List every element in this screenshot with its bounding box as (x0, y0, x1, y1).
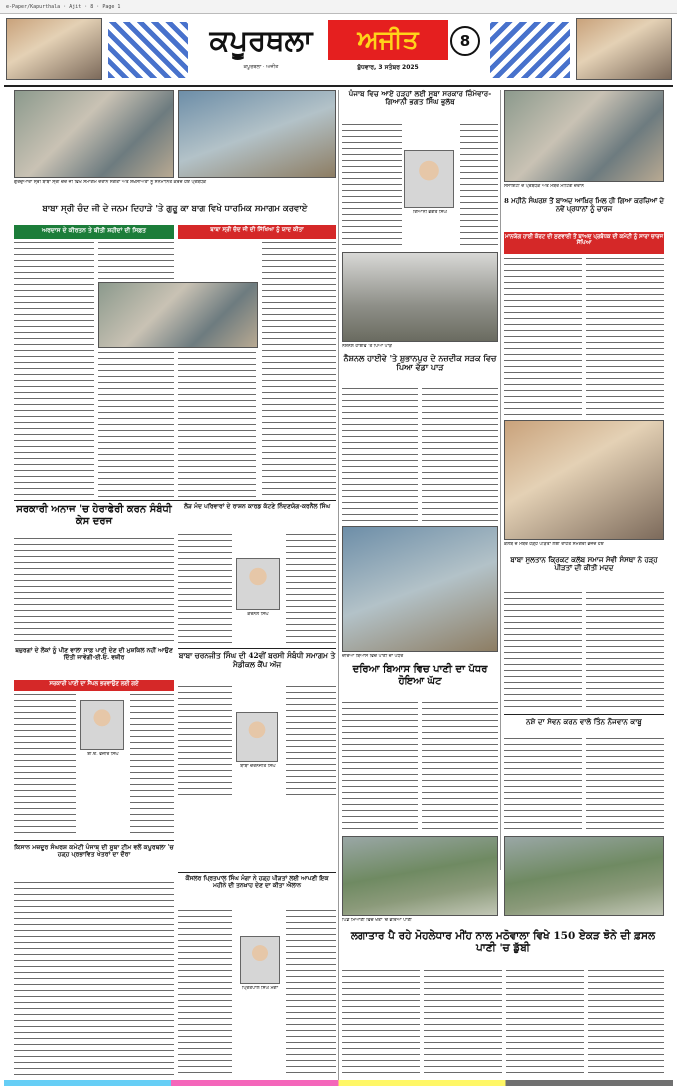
councillor-body-b (286, 910, 336, 1078)
punjab-flood-headline: ਪੰਜਾਬ ਵਿਚ ਆਏ ਹੜ੍ਹਾਂ ਲਈ ਸੂਬਾ ਸਰਕਾਰ ਜ਼ਿੰਮੇਵਾਰ-ਗਿਆਨੀ ਭਗਤ ਸਿੰਘ ਭੁਲੱਥ (348, 89, 492, 107)
elderly-red-subhead: ਸਰਕਾਰੀ ਪਾਣੀ ਦਾ ਸੈਂਪਲ ਭਰਵਾਉਣ ਲਈ ਗਏ (14, 680, 174, 691)
councillor-body-a (178, 910, 232, 1078)
column-divider-2 (500, 90, 501, 870)
cooperative-photo-caption: ਸੋਸਾਇਟੀ ਦੇ ਪ੍ਰਬੰਧਕ ਅਤੇ ਮੈਂਬਰ ਮੀਟਿੰਗ ਦੌਰਾਨ (504, 184, 584, 189)
beas-photo-caption: ਦਰਿਆ ਬਿਆਸ ਵਿਚ ਪਾਣੀ ਦਾ ਪੱਧਰ (342, 654, 404, 659)
elderly-body-a (14, 694, 76, 836)
punjab-flood-body-a (342, 124, 402, 248)
farmers-headline: ਕਿਸਾਨ ਮਜ਼ਦੂਰ ਸੰਘਰਸ਼ ਕਮੇਟੀ ਪੰਜਾਬ ਦੀ ਸੂਬਾ ਟੀਮ ਵਲੋਂ ਕਪੂਰਥਲਾ 'ਚ ਹੜ੍ਹ ਪ੍ਰਭਾਵਿਤ ਖੇਤਰਾਂ ਦਾ ਦੌਰਾ (14, 844, 174, 859)
cooperative-photo (504, 90, 664, 182)
grain-body (14, 538, 174, 642)
baba-charan-body-b (286, 686, 336, 800)
baba-charan-headline: ਬਾਬਾ ਚਰਨਜੀਤ ਸਿੰਘ ਦੀ 42ਵੀਂ ਬਰਸੀ ਸੰਬੰਧੀ ਸਮਾਗਮ ਤੇ ਮੈਡੀਕਲ ਕੈਂਪ ਅੱਜ (178, 651, 336, 669)
highway-photo (342, 252, 498, 342)
masthead-left-photo (6, 18, 102, 80)
highway-body-b (422, 388, 498, 522)
masthead-ornament-right (490, 22, 570, 78)
masthead-paper-name: ਅਜੀਤ (328, 20, 448, 60)
cooperative-headline: 8 ਮਹੀਨੇ ਸੰਘਰਸ਼ ਤੋਂ ਬਾਅਦ ਆਖ਼ਿਰ ਮਿਲ ਹੀ ਗਿਆ ਕਰਜ਼ਿਆਂ ਦੇ ਨਵੇਂ ਪ੍ਰਧਾਨਾਂ ਨੂੰ ਚਾਰਜ (504, 197, 664, 213)
baba-chand-body-col3 (178, 352, 256, 498)
councillor-portrait-caption: ਪ੍ਰਿਤਪਾਲ ਸਿੰਘ ਮੰਗਾ (241, 986, 279, 991)
rain-photo-caption: ਪਿੰਡ ਮਿਆਣੀ ਵਿਚ ਖੇਤਾਂ 'ਚ ਭਰਿਆ ਪਾਣੀ (342, 918, 412, 923)
rain-body-d (588, 970, 664, 1078)
ration-card-headline: ਲੋੜ ਮੰਦ ਪਰਿਵਾਰਾਂ ਦੇ ਰਾਸ਼ਨ ਕਾਰਡ ਕੱਟਣੇ ਨਿੰਦਣਯੋਗ-ਕਰਨੈਲ ਸਿੰਘ (183, 503, 331, 510)
drugs-headline: ਨਸ਼ੇ ਦਾ ਸੇਵਨ ਕਰਨ ਵਾਲੇ ਤਿੰਨ ਨੌਜਵਾਨ ਕਾਬੂ (526, 717, 642, 726)
highway-headline: ਨੈਸ਼ਨਲ ਹਾਈਵੇ 'ਤੇ ਸ਼ੁਭਾਨਪੁਰ ਦੇ ਨਜ਼ਦੀਕ ਸੜਕ ਵਿਚ ਪਿਆ ਵੱਡਾ ਪਾੜ (343, 353, 497, 373)
cricket-photo-caption: ਕਲੱਬ ਦੇ ਮੈਂਬਰ ਹੜ੍ਹ ਪੀੜਤਾਂ ਲਈ ਰਾਹਤ ਸਮੱਗਰੀ ਭੇਜਦੇ ਹੋਏ (504, 542, 604, 547)
masthead-ornament-left (108, 22, 188, 78)
ration-card-portrait (236, 558, 280, 610)
baba-chand-body-col1 (14, 242, 94, 498)
baba-chand-group-photo (98, 282, 258, 348)
beas-headline: ਦਰਿਆ ਬਿਆਸ ਵਿਚ ਪਾਣੀ ਦਾ ਪੱਧਰ ਹੋਇਆ ਘੱਟ (352, 664, 488, 687)
masthead-sub-label: ਕਪੂਰਥਲਾ · ਅਜੀਤ (243, 64, 279, 70)
highway-body-a (342, 388, 418, 522)
ration-card-body-b (286, 534, 336, 644)
beas-body-a (342, 702, 418, 834)
cricket-headline: ਬਾਬਾ ਸੁਲਤਾਨ ਕ੍ਰਿਕਟ ਕਲੱਬ ਸਮਾਜ ਸੇਵੀ ਸੰਸਥਾ ਨੇ ਹੜ੍ਹ ਪੀੜਤਾਂ ਦੀ ਕੀਤੀ ਮਦਦ (510, 555, 658, 573)
baba-chand-subhead-right: ਬਾਬਾ ਸ੍ਰੀ ਚੰਦ ਜੀ ਦੀ ਸਿੱਖਿਆ ਨੂੰ ਯਾਦ ਕੀਤਾ (178, 225, 336, 239)
cricket-body-a (504, 592, 582, 710)
baba-chand-body-col2b (98, 352, 174, 498)
baba-charan-portrait (236, 712, 278, 762)
punjab-flood-portrait-caption: ਗਿਆਨੀ ਭਗਤ ਸਿੰਘ (413, 210, 447, 215)
column-divider-1 (338, 90, 339, 1080)
grain-headline: ਸਰਕਾਰੀ ਅਨਾਜ 'ਚ ਹੇਰਾਫੇਰੀ ਕਰਨ ਸੰਬੰਧੀ ਕੇਸ ਦਰਜ (16, 504, 172, 527)
baba-chand-caption: ਗੁਰਦੁਆਰਾ ਸ੍ਰੀ ਬਾਬਾ ਸ੍ਰੀ ਚੰਦ ਜੀ ਵਿਖੇ ਸਮਾਗਮ ਦੌਰਾਨ ਸੰਗਤਾਂ ਅਤੇ ਸ਼ਖ਼ਸੀਅਤਾਂ ਨੂੰ ਸਨਮਾਨਿਤ ਕਰਦੇ ਹੋਏ ਪ੍ਰਬੰਧਕ (14, 180, 207, 185)
rule-mid-2 (178, 872, 336, 873)
cooperative-body-b (586, 258, 664, 418)
rain-body-a (342, 970, 420, 1078)
punjab-flood-portrait (404, 150, 454, 208)
elderly-headline: ਬਜ਼ੁਰਗਾਂ ਦੇ ਲੋਕਾਂ ਨੂੰ ਪੀਣ ਵਾਲਾ ਸਾਫ਼ ਪਾਣੀ ਦੇਣ ਦੀ ਮੁਸ਼ਕਿਲ ਨਹੀਂ ਆਉਣ ਦਿੱਤੀ ਜਾਵੇਗੀ-ਈ.ਓ. ਵਜ਼ੀਰ (15, 647, 173, 661)
masthead-rule (4, 85, 673, 87)
masthead-city: ਕਪੂਰਥਲਾ (209, 23, 313, 57)
rain-body-b (424, 970, 502, 1078)
councillor-headline: ਕੌਂਸਲਰ ਪ੍ਰਿਤਪਾਲ ਸਿੰਘ ਮੰਗਾ ਨੇ ਹੜ੍ਹ ਪੀੜਤਾਂ ਲਈ ਆਪਣੀ ਇਕ ਮਹੀਨੇ ਦੀ ਤਨਖ਼ਾਹ ਦੇਣ ਦਾ ਕੀਤਾ ਐਲਾਨ (185, 875, 329, 889)
baba-chand-photo-right (178, 90, 336, 178)
rule-left-2 (14, 840, 174, 841)
baba-charan-body-a (178, 686, 232, 800)
baba-chand-body-col2 (98, 242, 174, 280)
baba-chand-subhead-left: ਅਰਦਾਸ ਦੇ ਕੀਰਤਨ ਤੇ ਬੀਤੀ ਸ਼ਹੀਦਾਂ ਦੀ ਸਿਫ਼ਤ (14, 225, 174, 239)
drugs-body-b (586, 738, 664, 832)
farmers-body (14, 882, 174, 1078)
masthead (0, 14, 677, 84)
masthead-right-photo (576, 18, 672, 80)
elderly-body-b (130, 694, 174, 836)
highway-photo-caption: ਨੈਸ਼ਨਲ ਹਾਈਵੇ 'ਤੇ ਪਿਆ ਪਾੜ (342, 344, 392, 349)
print-colour-bar (4, 1080, 673, 1086)
masthead-title-block (196, 18, 486, 80)
baba-charan-portrait-caption: ਬਾਬਾ ਚਰਨਜੀਤ ਸਿੰਘ (240, 764, 276, 769)
beas-photo (342, 526, 498, 652)
baba-chand-body-col4 (262, 242, 336, 498)
cricket-photo (504, 420, 664, 540)
rule-right-1 (504, 714, 664, 715)
rule-left-1 (14, 500, 336, 501)
elderly-portrait-caption: ਈ.ਓ. ਵਜ਼ੀਰ ਸਿੰਘ (87, 752, 119, 757)
councillor-portrait (240, 936, 280, 984)
rain-photo-right (504, 836, 664, 916)
cricket-body-b (586, 592, 664, 710)
rain-body-c (506, 970, 584, 1078)
beas-body-b (422, 702, 498, 834)
punjab-flood-body-b (460, 124, 498, 248)
baba-chand-headline: ਬਾਬਾ ਸ੍ਰੀ ਚੰਦ ਜੀ ਦੇ ਜਨਮ ਦਿਹਾੜੇ 'ਤੇ ਗੁਰੂ ਕਾ ਬਾਗ ਵਿਖੇ ਧਾਰਮਿਕ ਸਮਾਗਮ ਕਰਵਾਏ (42, 204, 308, 214)
ration-card-portrait-caption: ਕਰਨੈਲ ਸਿੰਘ (247, 612, 269, 617)
print-info-strip: e-Paper/Kapurthala · Ajit · 8 · Page 1 (0, 0, 677, 14)
masthead-date: ਬੁੱਧਵਾਰ, 3 ਸਤੰਬਰ 2025 (357, 64, 419, 71)
ration-card-body-a (178, 534, 232, 644)
drugs-body-a (504, 738, 582, 832)
baba-chand-photo-left (14, 90, 174, 178)
rain-photo-left (342, 836, 498, 916)
page-number-badge: 8 (450, 26, 480, 56)
elderly-portrait (80, 700, 124, 750)
rule-mid-1 (178, 648, 336, 649)
cooperative-body-a (504, 258, 582, 418)
rain-headline: ਲਗਾਤਾਰ ਪੈ ਰਹੇ ਮੋਹਲੇਧਾਰ ਮੀਂਹ ਨਾਲ ਮਠੋਵਾਲਾ ਵਿਖੇ 150 ਏਕੜ ਝੋਨੇ ਦੀ ਫ਼ਸਲ ਪਾਣੀ 'ਚ ਡੁੱਬੀ (350, 930, 656, 955)
cooperative-subhead: ਮਾਨਯੋਗ ਹਾਈ ਕੋਰਟ ਦੀ ਸੁਣਵਾਈ ਤੋਂ ਬਾਅਦ ਪ੍ਰਬੰਧਕ ਦੀ ਕਮੇਟੀ ਨੂੰ ਸਾਰਾ ਚਾਰਜ ਸੌਂਪਿਆ (504, 232, 664, 254)
